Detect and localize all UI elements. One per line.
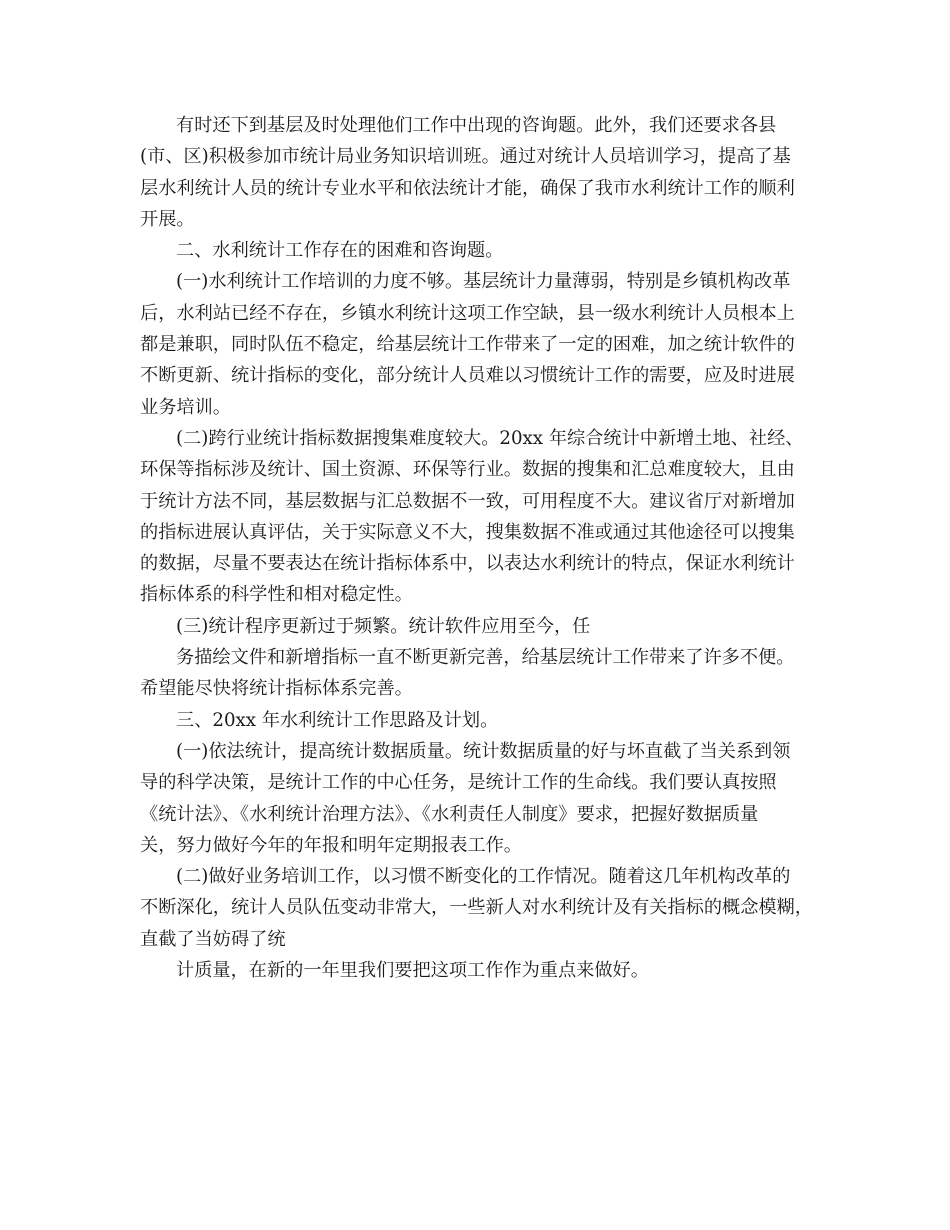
text-line: 有时还下到基层及时处理他们工作中出现的咨询题。此外，我们还要求各县 xyxy=(176,115,777,136)
text-line: 《统计法》、《水利统计治理方法》、《水利责任人制度》要求，把握好数据质量 xyxy=(140,803,759,825)
text-line: 二、水利统计工作存在的困难和咨询题。 xyxy=(176,240,504,262)
text-line: 关，努力做好今年的年报和明年定期报表工作。 xyxy=(140,834,522,856)
text-line: 导的科学决策，是统计工作的中心任务，是统计工作的生命线。我们要认真按照 xyxy=(140,772,777,794)
text-line: 层水利统计人员的统计专业水平和依法统计才能，确保了我市水利统计工作的顺利 xyxy=(140,177,795,199)
text-line: 指标体系的科学性和相对稳定性。 xyxy=(140,584,413,606)
text-line: 环保等指标涉及统计、国土资源、环保等行业。数据的搜集和汇总难度较大，且由 xyxy=(140,459,795,481)
text-line: 直截了当妨碍了统 xyxy=(140,928,286,950)
text-line: 开展。 xyxy=(140,208,195,230)
text-line: 三、20xx 年水利统计工作思路及计划。 xyxy=(176,709,499,731)
text-line: (一)依法统计，提高统计数据质量。统计数据质量的好与坏直截了当关系到领 xyxy=(176,740,791,762)
text-line: 希望能尽快将统计指标体系完善。 xyxy=(140,678,413,700)
text-line: 的数据，尽量不要表达在统计指标体系中，以表达水利统计的特点，保证水利统计 xyxy=(140,553,795,575)
document-body xyxy=(140,110,830,986)
text-line: (市、区)积极参加市统计局业务知识培训班。通过对统计人员培训学习，提高了基 xyxy=(140,146,791,168)
text-line: 于统计方法不同，基层数据与汇总数据不一致，可用程度不大。建议省厅对新增加 xyxy=(140,490,795,512)
text-line: 计质量，在新的一年里我们要把这项工作作为重点来做好。 xyxy=(176,960,649,982)
text-line: (二)跨行业统计指标数据搜集难度较大。20xx 年综合统计中新增土地、社经、 xyxy=(176,427,804,449)
text-line: (一)水利统计工作培训的力度不够。基层统计力量薄弱，特别是乡镇机构改革 xyxy=(176,271,791,293)
text-line: (二)做好业务培训工作，以习惯不断变化的工作情况。随着这几年机构改革的 xyxy=(176,866,791,888)
text-line: 不断深化，统计人员队伍变动非常大，一些新人对水利统计及有关指标的概念模糊， xyxy=(140,897,813,919)
text-line: 务描绘文件和新增指标一直不断更新完善，给基层统计工作带来了许多不便。 xyxy=(176,647,795,669)
text-line: 后，水利站已经不存在，乡镇水利统计这项工作空缺，县一级水利统计人员根本上 xyxy=(140,302,795,324)
text-line: 都是兼职，同时队伍不稳定，给基层统计工作带来了一定的困难，加之统计软件的 xyxy=(140,334,795,356)
text-line: (三)统计程序更新过于频繁。统计软件应用至今，任 xyxy=(176,615,591,637)
text-line: 业务培训。 xyxy=(140,396,231,418)
text-line: 不断更新、统计指标的变化，部分统计人员难以习惯统计工作的需要，应及时进展 xyxy=(140,365,795,387)
text-line: 的指标进展认真评估，关于实际意义不大，搜集数据不准或通过其他途径可以搜集 xyxy=(140,521,795,543)
